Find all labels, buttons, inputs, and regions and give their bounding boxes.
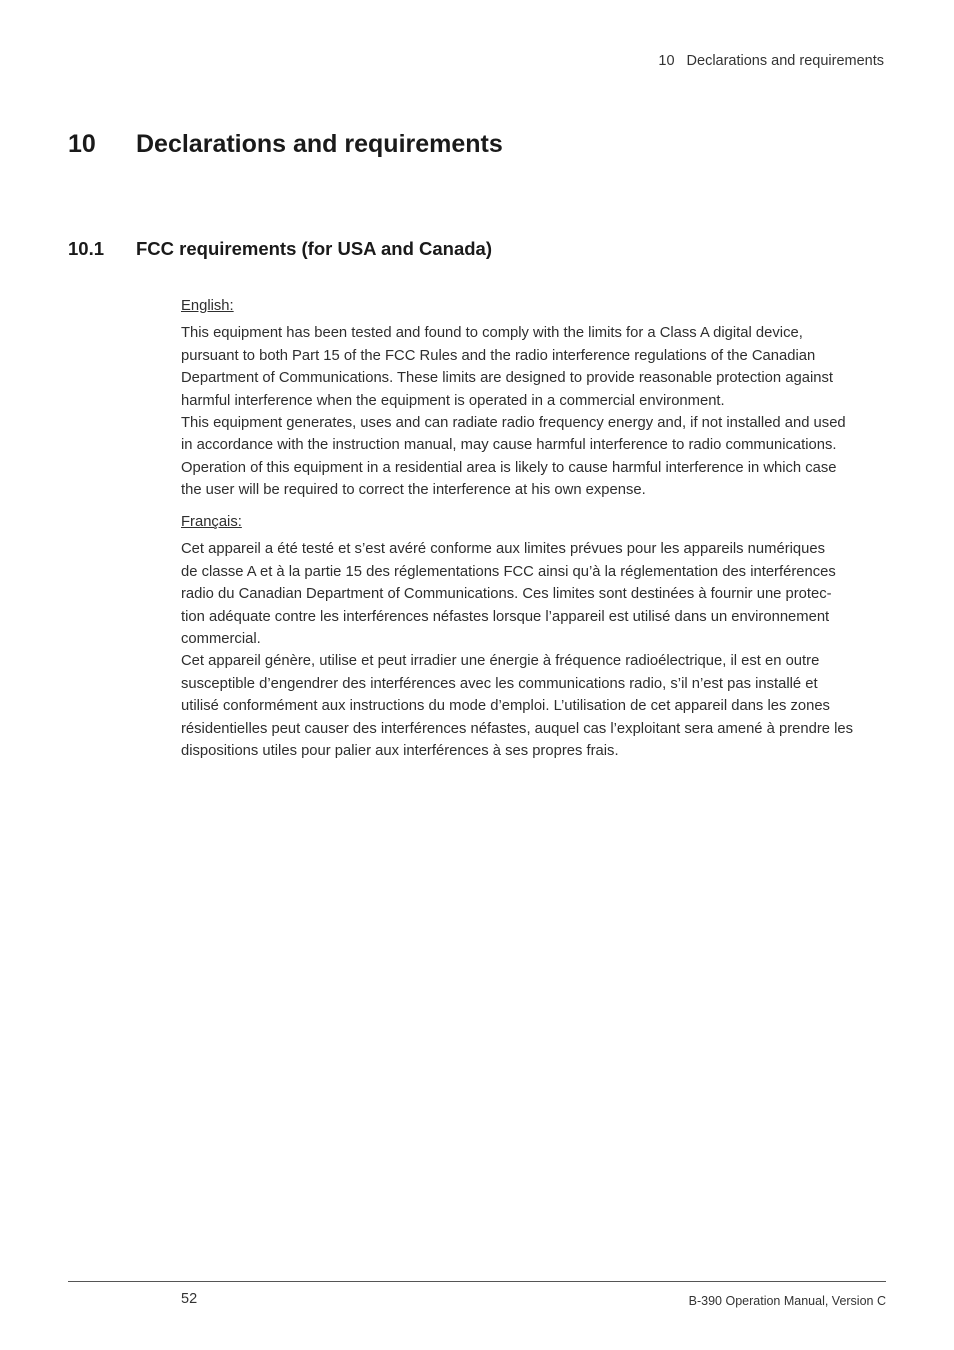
english-line: the user will be required to correct the interference at his own expense. — [181, 482, 646, 499]
french-paragraph — [181, 538, 886, 762]
english-line: Department of Communications. These limits are designed to provide reasonable protection against — [181, 370, 833, 387]
english-line: Operation of this equipment in a residential area is likely to cause harmful interference in which case — [181, 459, 837, 476]
english-line: This equipment has been tested and found to comply with the limits for a Class A digital device, — [181, 325, 803, 342]
english-line: harmful interference when the equipment is operated in a commercial environment. — [181, 392, 725, 409]
english-line: pursuant to both Part 15 of the FCC Rules and the radio interference regulations of the Canadian — [181, 347, 816, 364]
running-header-chapter-title: Declarations and requirements — [686, 53, 884, 69]
french-line: tion adéquate contre les interférences néfastes lorsque l’appareil est utilisé dans un environnement — [181, 608, 830, 625]
french-line: Cet appareil a été testé et s’est avéré conforme aux limites prévues pour les appareils numériques — [181, 541, 825, 558]
french-line: commercial. — [181, 631, 261, 648]
english-label: English: — [181, 298, 234, 314]
french-line: radio du Canadian Department of Communications. Ces limites sont destinées à fournir une protec- — [181, 586, 832, 603]
french-line: utilisé conformément aux instructions du mode d’emploi. L’utilisation de cet appareil dans les zones — [181, 698, 830, 715]
french-line: susceptible d’engendrer des interférences avec les communications radio, s’il n’est pas installé et — [181, 675, 818, 692]
english-line: This equipment generates, uses and can radiate radio frequency energy and, if not installed and used — [181, 415, 846, 432]
footer-divider — [68, 1281, 886, 1282]
page-number: 52 — [181, 1291, 198, 1307]
english-line: in accordance with the instruction manual, may cause harmful interference to radio communications. — [181, 437, 837, 454]
chapter-heading — [68, 130, 503, 159]
french-line: dispositions utiles pour palier aux interférences à ses propres frais. — [181, 743, 619, 760]
french-line: Cet appareil génère, utilise et peut irradier une énergie à fréquence radioélectrique, il est en outre — [181, 653, 820, 670]
french-line: de classe A et à la partie 15 des réglementations FCC ainsi qu’à la réglementation des interférences — [181, 563, 836, 580]
section-heading — [68, 238, 492, 260]
french-label: Français: — [181, 514, 242, 530]
french-block — [181, 511, 886, 762]
english-block — [181, 295, 886, 502]
chapter-title: Declarations and requirements — [136, 130, 503, 158]
running-header-chapter-number: 10 — [658, 53, 675, 69]
english-paragraph — [181, 322, 886, 501]
footer-document-title: B-390 Operation Manual, Version C — [688, 1294, 886, 1308]
running-header — [658, 53, 884, 69]
chapter-number: 10 — [68, 130, 96, 158]
section-title: FCC requirements (for USA and Canada) — [136, 238, 492, 259]
section-number: 10.1 — [68, 238, 105, 259]
french-line: résidentielles peut causer des interférences néfastes, auquel cas l’exploitant sera amené à prendre les — [181, 720, 854, 737]
